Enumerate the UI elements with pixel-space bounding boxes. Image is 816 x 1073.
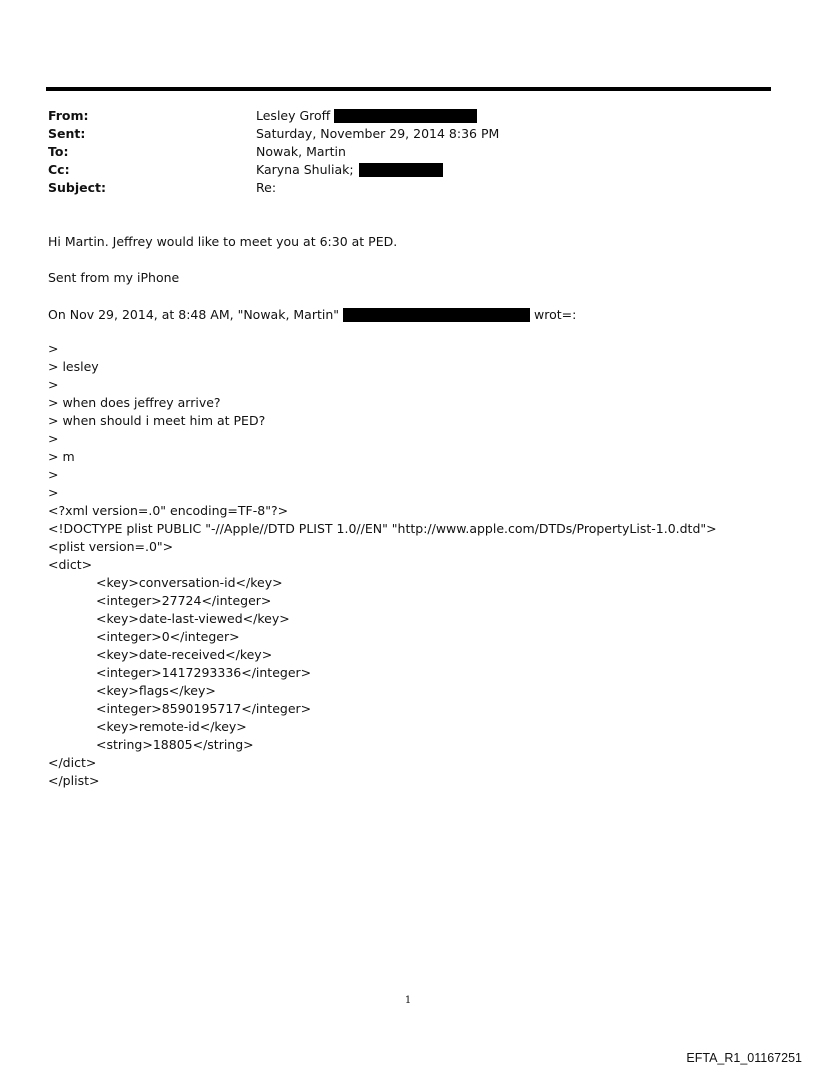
plist-dict-line: <key>date-received</key> (96, 647, 273, 662)
email-header (48, 107, 648, 197)
quoted-line: > (48, 341, 59, 356)
from-label: From: (48, 108, 89, 123)
from-row (48, 107, 648, 125)
plist-dict-line: <integer>1417293336</integer> (96, 665, 312, 680)
quoted-line: > when does jeffrey arrive? (48, 395, 221, 410)
plist-dict-line: <key>flags</key> (96, 683, 216, 698)
subject-value: Re: (256, 180, 277, 195)
quoted-line: > (48, 485, 59, 500)
to-row (48, 143, 648, 161)
from-name: Lesley Groff (256, 108, 331, 123)
plist-dict-line: <key>remote-id</key> (96, 719, 247, 734)
sent-value: Saturday, November 29, 2014 8:36 PM (256, 126, 500, 141)
reply-attribution (48, 306, 576, 324)
plist-closing-line: </dict> (48, 755, 97, 770)
to-label: To: (48, 144, 69, 159)
redaction-bar (343, 308, 530, 322)
page-number: 1 (404, 995, 412, 1006)
quoted-line: > lesley (48, 359, 99, 374)
quoted-line: > when should i meet him at PED? (48, 413, 266, 428)
header-divider (46, 87, 771, 91)
quoted-message (48, 340, 717, 790)
cc-value (256, 161, 443, 179)
plist-dict-line: <key>conversation-id</key> (96, 575, 283, 590)
plist-dict-line: <integer>27724</integer> (96, 593, 272, 608)
quoted-line: > (48, 431, 59, 446)
subject-row (48, 179, 648, 197)
plist-line: <!DOCTYPE plist PUBLIC "-//Apple//DTD PLIST 1.0//EN" "http://www.apple.com/DTDs/PropertyList-1.0.dtd"> (48, 521, 717, 536)
redaction-bar (359, 163, 443, 177)
subject-label: Subject: (48, 180, 106, 195)
cc-name: Karyna Shuliak; (256, 162, 354, 177)
quoted-line: > (48, 377, 59, 392)
plist-line: <plist version=.0"> (48, 539, 174, 554)
sent-label: Sent: (48, 126, 86, 141)
plist-dict-line: <string>18805</string> (96, 737, 254, 752)
bates-number: EFTA_R1_01167251 (686, 1051, 802, 1065)
plist-closing-line: </plist> (48, 773, 100, 788)
quoted-line: > (48, 467, 59, 482)
from-value (256, 107, 477, 125)
attribution-prefix: On Nov 29, 2014, at 8:48 AM, "Nowak, Martin" (48, 307, 340, 322)
sent-row (48, 125, 648, 143)
plist-line: <?xml version=.0" encoding=TF-8"?> (48, 503, 289, 518)
signature-line: Sent from my iPhone (48, 270, 180, 285)
plist-line: <dict> (48, 557, 93, 572)
cc-row (48, 161, 648, 179)
plist-dict-line: <key>date-last-viewed</key> (96, 611, 290, 626)
greeting-paragraph: Hi Martin. Jeffrey would like to meet you at 6:30 at PED. (48, 234, 398, 249)
redaction-bar (334, 109, 477, 123)
to-value: Nowak, Martin (256, 144, 346, 159)
quoted-line: > m (48, 449, 75, 464)
cc-label: Cc: (48, 162, 70, 177)
attribution-suffix: wrot=: (534, 307, 577, 322)
plist-dict-line: <integer>8590195717</integer> (96, 701, 312, 716)
plist-dict-line: <integer>0</integer> (96, 629, 240, 644)
